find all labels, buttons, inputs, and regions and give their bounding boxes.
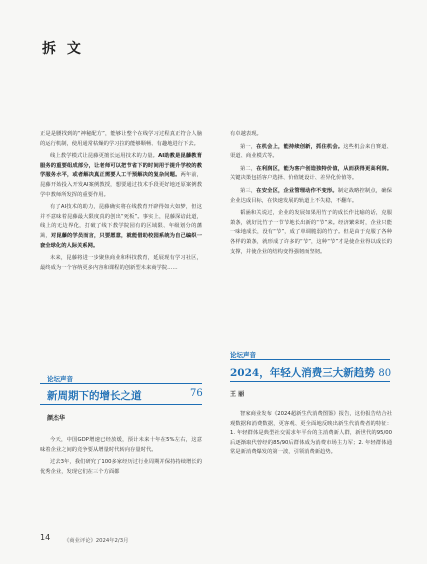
left-paragraph: 有了AI技术的助力，昆藤确实将在线教育开辟得如大如梦，但这并不意味着昆藤最大限度真的创出“死板”。事实上，昆藤深谙此道，线上的无边界化，打破了线下教学院园有的区域限、年级划分的藩篱，对昆藤的学员而言，只要愿意，就能借助校园系统为自己编织一套全球化的人际关系网。 xyxy=(40,204,202,249)
right-paragraph: 韬涵和关说过，企业的发展如果用竹子的成长作比喻的话，克服萧条，就好比竹子一节节地长出新的“节”来。经济繁荣时，企业只能一味地成长，没有“节”，成了单调脆弱的竹子。但是由于克服了各种各样的萧条，就形成了许多的“节”，这种“节”才是使企业得以成长的支撑，并使企业的结构变得强韧而坚韧。 xyxy=(230,210,392,255)
left-paragraph: 正是是腰找到的“神秘配方”，能够让整个在线学习过程真正符合人脑的运行机制，使用通常枯燥的学习拉的能够顺畅、有趣地进行下去。 xyxy=(40,131,202,147)
right-article-paragraph: 智家商业发布《2024超新生代消费图鉴》报告，这份报告结合社观数据和消费数据，更客观、更全面地反映出新生代消费者的特征：1. 年轻群体是典型社交需求年平台的主消费新人群，新世代的95/00后逐渐取代曾经的85/90后群体成为消费市场主力军；2. 年轻群体通常是新消费爆发的第一波，引领消费新趋势。 xyxy=(230,411,392,456)
left-article-title[interactable]: 新周期下的增长之道 xyxy=(47,390,142,402)
left-article-paragraph: 今天，中国GDP增速已经放缓，预计未来十年在5%左右，这意味着企业之间的竞争要从增量时代转向存量时代。 xyxy=(40,437,202,453)
right-article-body xyxy=(230,410,392,461)
section-rule-right xyxy=(230,359,390,360)
left-article-page-ref[interactable]: 76 xyxy=(190,388,203,399)
right-paragraph: 第三，在安全区，企业管理动作不变形。制定战略控制点，确保企业达成目标，在快速发展的轨道上不失稳，不翻车。 xyxy=(230,187,392,204)
right-article-title[interactable]: 2024，年轻人消费三大新趋势 80 xyxy=(230,367,392,379)
section-label-left: 论坛声音 xyxy=(47,375,73,383)
right-paragraph: 第二，在利润区，能为客户创造独特价值，从而获得更高利润。关键决策包括客户选择、价值链设计、差异化价值等。 xyxy=(230,165,392,182)
left-paragraph: 线上教学模式让昆藤更擅长运用技术的力量。AI助教是昆藤教育服务的重要组成部分，让老师可以把节省下的时间用于提升学校的教学服务水平，或者解决真正需要人工干预解决的复杂问题。两年前，昆藤开始投入开发AI案例教授，想要通过技术手段更好地还原案例教学中教师所发挥的重要作用。 xyxy=(40,153,202,198)
publication-footer: 《商业评论》2024年2/3月 xyxy=(64,538,129,544)
page-number: 14 xyxy=(40,533,51,542)
section-rule-left xyxy=(40,383,202,384)
right-paragraph: 第一，在机会上，能持续创新，抓住机会。这些机会来自赛道、渠道、商业模式等。 xyxy=(230,143,392,160)
left-column xyxy=(40,130,202,276)
section-rule-left-bottom xyxy=(40,404,202,405)
right-paragraph: 有卓越表现。 xyxy=(230,131,262,137)
left-paragraph: 未来，昆藤将进一步聚焦商业和科技教育，延展现有学习社区，最终成为一个容纳更多内容和课程的创新型未来商学院…… xyxy=(40,255,202,271)
right-column xyxy=(230,130,392,260)
section-masthead: 拆 文 xyxy=(42,41,84,57)
right-article-page-ref[interactable]: 80 xyxy=(378,368,392,379)
section-label-right: 论坛声音 xyxy=(230,351,256,359)
left-article-body xyxy=(40,436,202,480)
right-article-author: 王 丽 xyxy=(230,391,245,398)
left-article-paragraph: 过去3年，我们研究了100多家经历过行业周期并保持持续增长的优秀企业，发现它们在三个方面都 xyxy=(40,459,202,475)
section-rule-right-bottom xyxy=(230,381,390,382)
left-article-author: 颜杰华 xyxy=(47,415,66,422)
